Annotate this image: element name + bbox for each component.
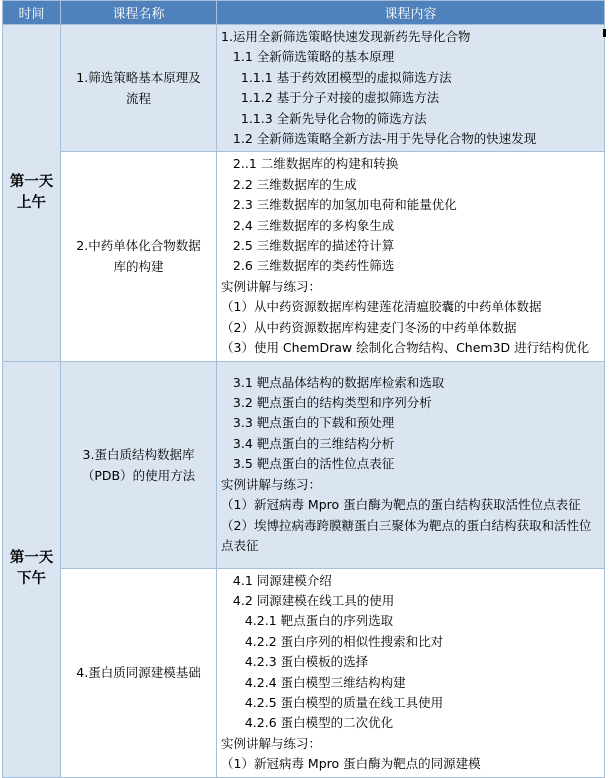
- content-line: 2..1 二维数据库的构建和转换: [221, 156, 399, 172]
- course-content-cell: [217, 152, 605, 361]
- course-name-line: 1.筛选策略基本原理及: [76, 70, 201, 86]
- content-line: 2.5 三维数据库的描述符计算: [221, 238, 395, 254]
- content-line: 4.2 同源建模在线工具的使用: [221, 592, 395, 608]
- header-course-name: 课程名称: [61, 1, 217, 25]
- content-line: 4.2.1 靶点蛋白的序列选取: [221, 613, 394, 629]
- content-line: 2.3 三维数据库的加氢加电荷和能量优化: [221, 197, 457, 213]
- course-name-cell: [61, 25, 217, 152]
- course-content-cell: [217, 361, 605, 568]
- table-row: [3, 568, 605, 777]
- content-line: 4.1 同源建模介绍: [221, 572, 332, 588]
- content-line: 1.1.1 基于药效团模型的虚拟筛选方法: [221, 69, 452, 85]
- course-content-cell: [217, 568, 605, 777]
- edge-mark: [603, 29, 606, 37]
- schedule-table: [2, 0, 605, 778]
- content-line: 1.运用全新筛选策略快速发现新药先导化合物: [221, 29, 471, 44]
- content-line: 3.4 靶点蛋白的三维结构分析: [221, 435, 395, 451]
- header-row: [3, 1, 605, 25]
- header-time: 时间: [3, 1, 61, 25]
- time-cell-day1-afternoon: [3, 361, 61, 777]
- content-line: 实例讲解与练习：: [221, 735, 322, 751]
- time-line: 第一天: [9, 173, 54, 190]
- content-line: 实例讲解与练习：: [221, 278, 322, 294]
- time-cell-day1-morning: [3, 25, 61, 362]
- course-name-line: 2.中药单体化合物数据: [76, 238, 201, 254]
- content-line: 4.2.6 蛋白模型的二次优化: [221, 715, 394, 731]
- content-line: 2.6 三维数据库的类药性筛选: [221, 258, 395, 274]
- time-line: 上午: [17, 194, 46, 211]
- content-line: （1）新冠病毒 Mpro 蛋白酶为靶点的同源建模: [221, 756, 481, 772]
- table-row: [3, 361, 605, 568]
- content-line: 2.2 三维数据库的生成: [221, 176, 357, 192]
- content-line: 4.2.5 蛋白模型的质量在线工具使用: [221, 694, 444, 710]
- time-line: 第一天: [9, 550, 54, 567]
- course-name-line: 流程: [125, 91, 151, 107]
- table-row: [3, 152, 605, 361]
- header-course-content: 课程内容: [217, 1, 605, 25]
- content-line: 3.3 靶点蛋白的下载和预处理: [221, 415, 395, 431]
- course-name-line: （PDB）的使用方法: [81, 467, 196, 483]
- course-name-line: 4.蛋白质同源建模基础: [76, 665, 201, 681]
- content-line: 4.2.3 蛋白模板的选择: [221, 654, 369, 670]
- content-line: 实例讲解与练习：: [221, 476, 322, 492]
- content-line: 3.5 靶点蛋白的活性位点表征: [221, 456, 395, 472]
- course-name-line: 库的构建: [113, 259, 164, 275]
- content-line: 3.1 靶点晶体结构的数据库检索和选取: [221, 374, 445, 390]
- content-line: 1.2 全新筛选策略全新方法-用于先导化合物的快速发现: [221, 131, 537, 147]
- course-content-cell: [217, 25, 605, 152]
- course-name-cell: [61, 152, 217, 361]
- content-line: 1.1.3 全新先导化合物的筛选方法: [221, 110, 427, 126]
- content-line: （1）从中药资源数据库构建莲花清瘟胶囊的中药单体数据: [221, 299, 542, 315]
- content-line: 1.1 全新筛选策略的基本原理: [221, 49, 395, 65]
- content-line: （3）使用 ChemDraw 绘制化合物结构、Chem3D 进行结构优化: [221, 340, 590, 356]
- course-name-cell: [61, 361, 217, 568]
- content-line: （2）埃博拉病毒跨膜糖蛋白三聚体为靶点的蛋白结构获取和活性位点表征: [221, 517, 592, 553]
- content-line: （1）新冠病毒 Mpro 蛋白酶为靶点的蛋白结构获取活性位点表征: [221, 497, 581, 513]
- table-row: [3, 25, 605, 152]
- content-line: 1.1.2 基于分子对接的虚拟筛选方法: [221, 90, 440, 106]
- content-line: 4.2.4 蛋白模型三维结构构建: [221, 674, 406, 690]
- content-line: 2.4 三维数据库的多构象生成: [221, 217, 395, 233]
- content-line: （2）从中药资源数据库构建麦门冬汤的中药单体数据: [221, 319, 517, 335]
- content-line: 4.2.2 蛋白序列的相似性搜索和比对: [221, 633, 444, 649]
- course-name-cell: [61, 568, 217, 777]
- time-line: 下午: [17, 571, 46, 588]
- content-line: 3.2 靶点蛋白的结构类型和序列分析: [221, 395, 432, 411]
- course-name-line: 3.蛋白质结构数据库: [82, 446, 195, 462]
